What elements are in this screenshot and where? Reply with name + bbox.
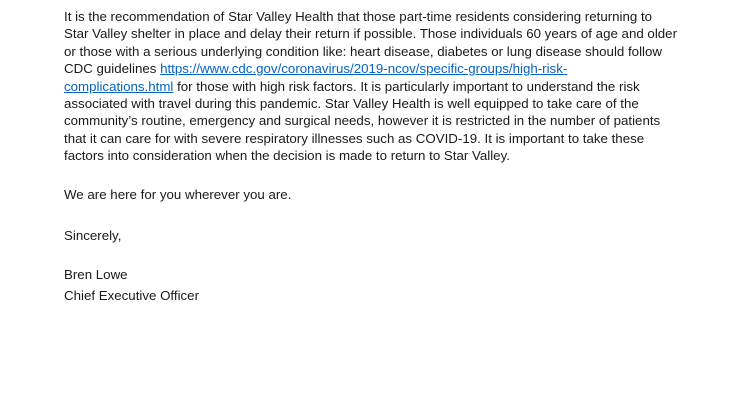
- paragraph-line: associated with travel during this pandemic. Star Valley Health is well equipped to take care of the: [64, 96, 639, 112]
- paragraph-line: It is the recommendation of Star Valley Health that those part-time residents considering returning to: [64, 9, 653, 24]
- signer-title: Chief Executive Officer: [64, 288, 199, 303]
- paragraph-line: that it can care for with severe respiratory illnesses such as COVID-19. It is important to take these: [64, 130, 645, 146]
- paragraph-line: community’s routine, emergency and surgical needs, however it is restricted in the number of patients: [64, 113, 661, 129]
- signer-name: Bren Lowe: [64, 267, 128, 282]
- closing-salutation: Sincerely,: [64, 228, 122, 243]
- cdc-guidelines-link[interactable]: https://www.cdc.gov/coronavirus/2019-ncov/specific-groups/high-risk-: [160, 61, 568, 77]
- paragraph-text: for those with high risk factors. It is particularly important to understand the risk: [173, 78, 640, 94]
- cdc-guidelines-link-continued[interactable]: complications.html: [64, 78, 174, 94]
- paragraph-line: [64, 60, 674, 77]
- paragraph-line: or those with a serious underlying condition like: heart disease, diabetes or lung disease should follow: [64, 43, 662, 59]
- paragraph-line: factors into consideration when the decision is made to return to Star Valley.: [64, 148, 510, 164]
- paragraph-text: CDC guidelines: [64, 61, 161, 77]
- support-statement: We are here for you wherever you are.: [64, 187, 292, 202]
- body-paragraph: [64, 8, 678, 165]
- paragraph-line: Star Valley shelter in place and delay their return if possible. Those individuals 60 years of age and older: [64, 26, 678, 42]
- paragraph-line: [64, 78, 674, 95]
